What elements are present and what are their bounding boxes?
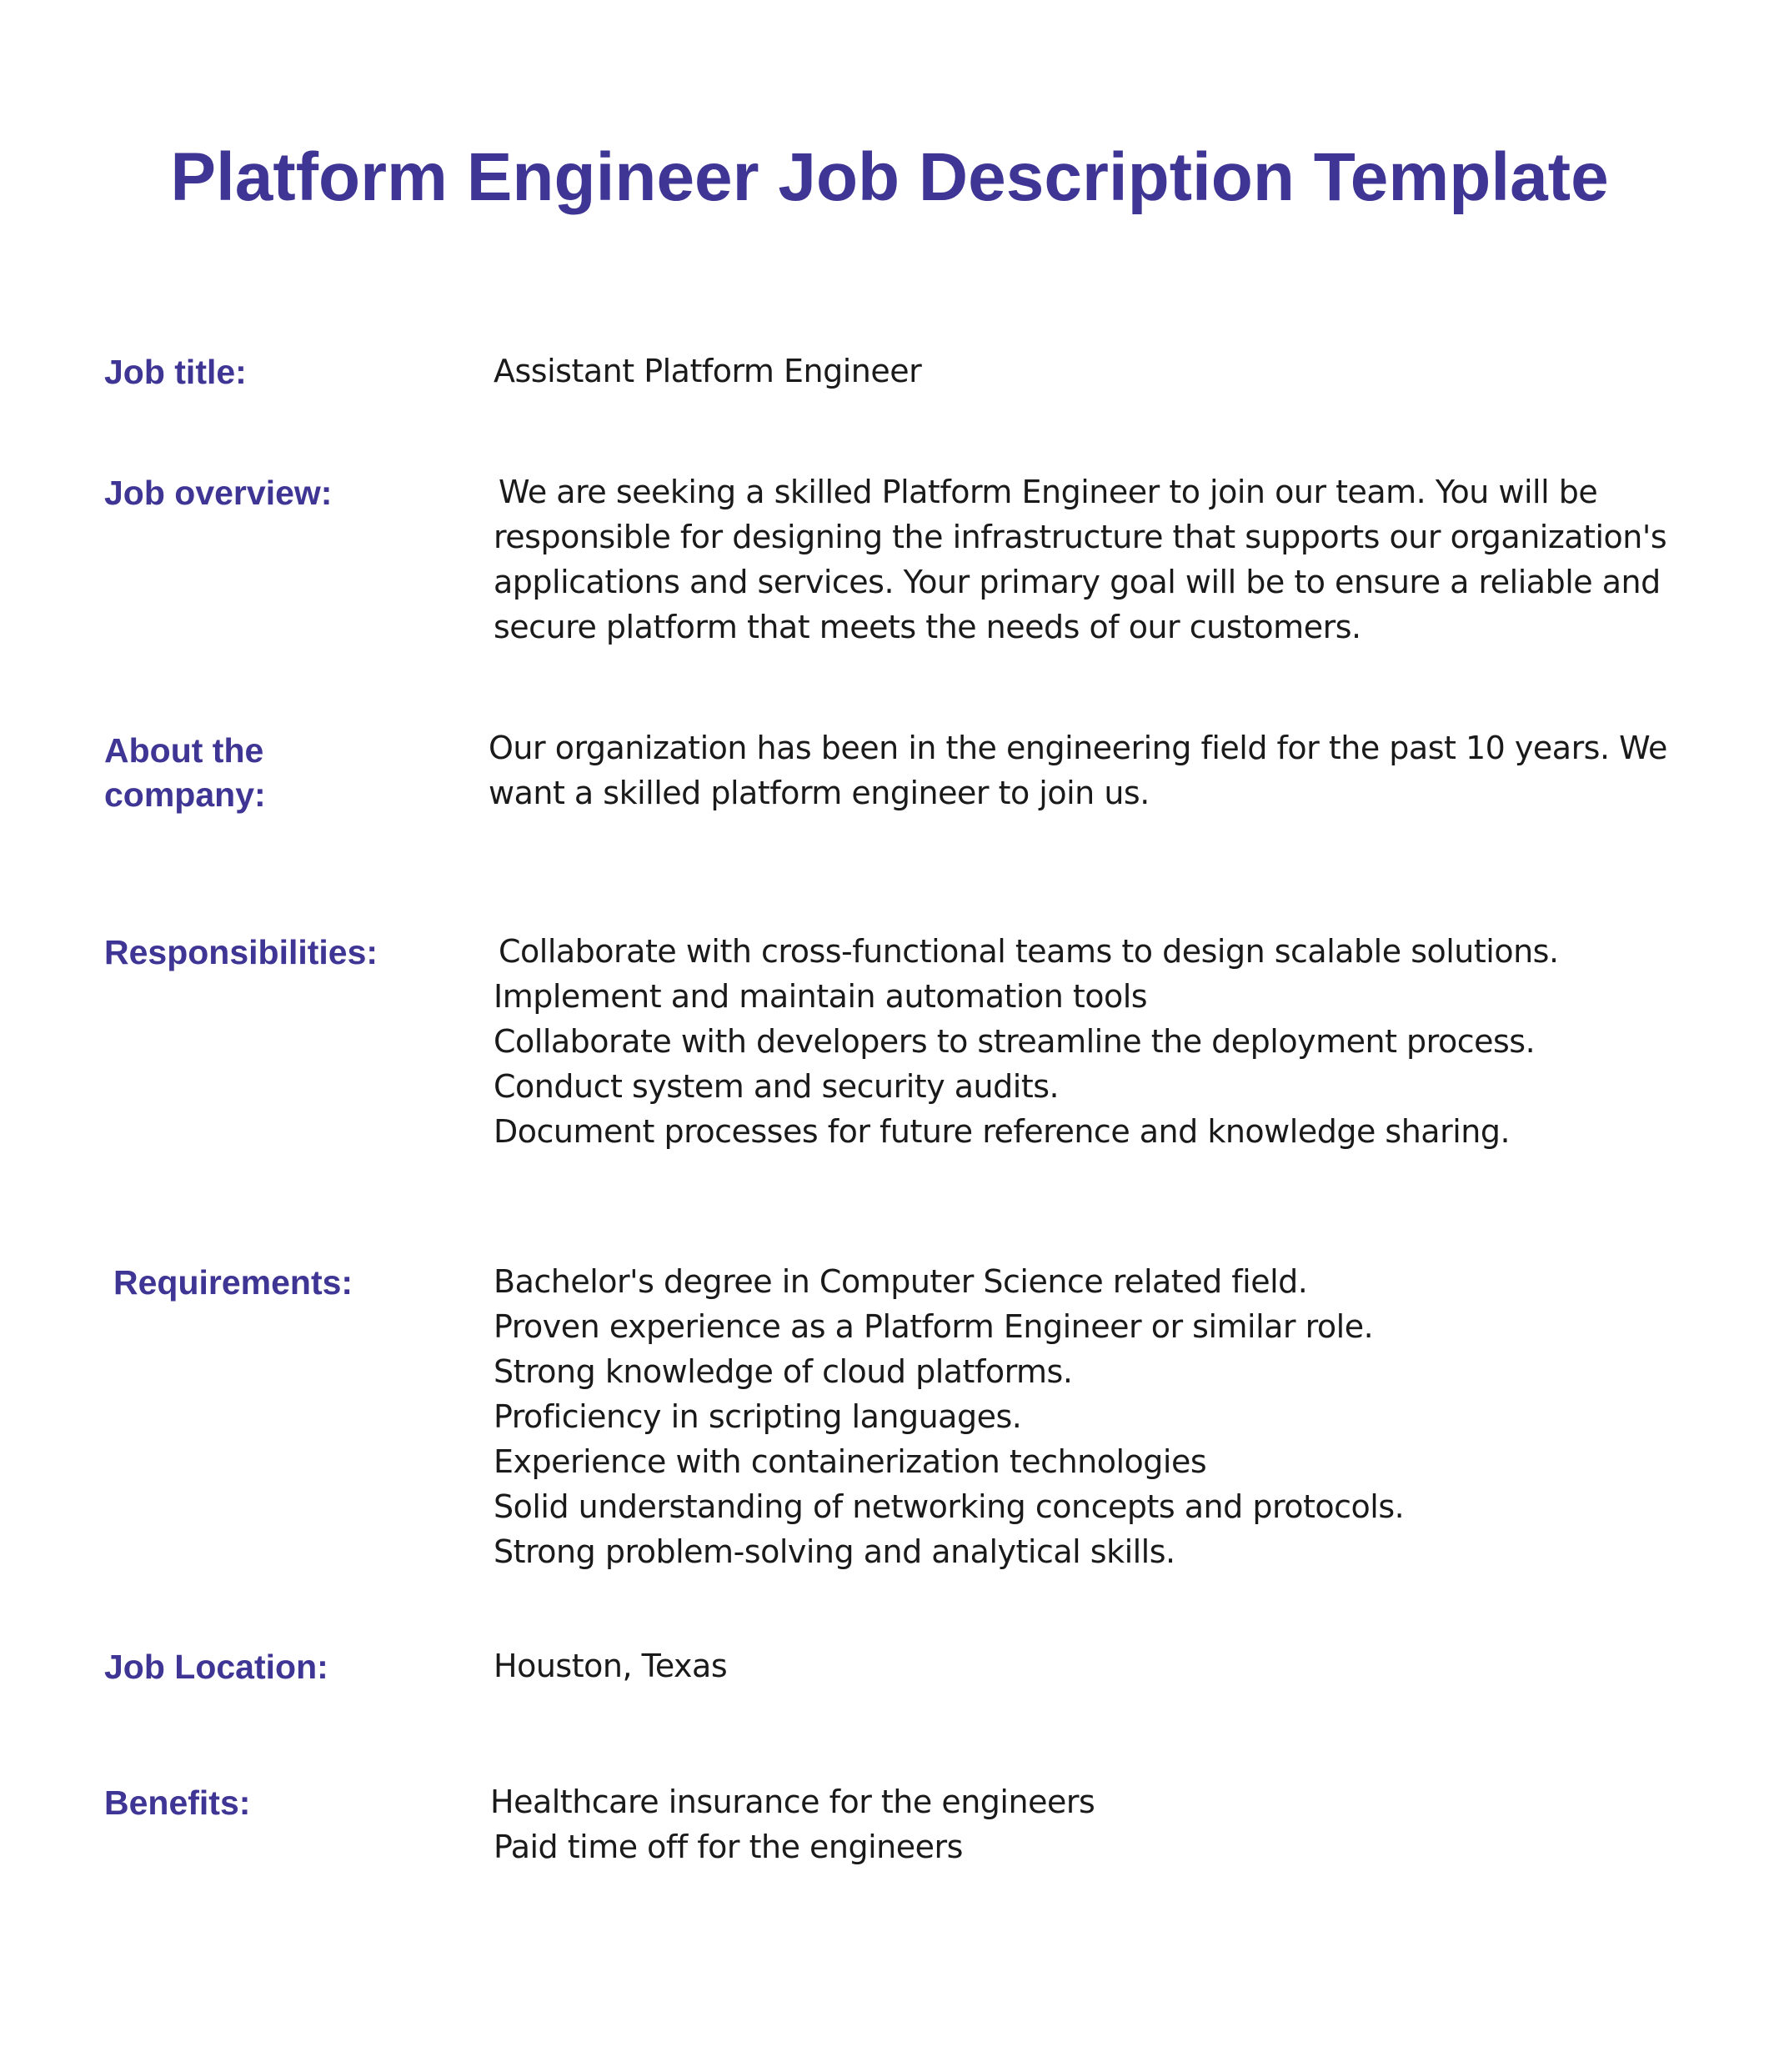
benefit-item: Paid time off for the engineers	[494, 1829, 963, 1865]
benefit-item: Healthcare insurance for the engineers	[490, 1784, 1095, 1820]
about-company-line: Our organization has been in the engineering field for the past 10 years. We	[489, 730, 1667, 766]
requirement-item: Proficiency in scripting languages.	[494, 1398, 1022, 1435]
requirement-item: Proven experience as a Platform Engineer or similar role.	[494, 1308, 1374, 1345]
job-location-value: Houston, Texas	[494, 1648, 728, 1684]
job-location-label: Job Location:	[104, 1648, 328, 1686]
job-title-label: Job title:	[104, 353, 247, 391]
requirement-item: Solid understanding of networking concepts and protocols.	[494, 1488, 1405, 1525]
about-company-label	[104, 729, 454, 817]
requirements-label: Requirements:	[113, 1263, 353, 1302]
requirement-item: Strong problem-solving and analytical skills.	[494, 1533, 1175, 1570]
job-overview-label: Job overview:	[104, 474, 333, 512]
responsibility-item: Document processes for future reference and knowledge sharing.	[494, 1113, 1511, 1150]
job-overview-line: applications and services. Your primary goal will be to ensure a reliable and	[494, 564, 1661, 600]
requirement-item: Strong knowledge of cloud platforms.	[494, 1353, 1073, 1390]
job-overview-line: We are seeking a skilled Platform Engineer to join our team. You will be	[499, 474, 1598, 510]
responsibility-item: Conduct system and security audits.	[494, 1068, 1060, 1105]
responsibility-item: Implement and maintain automation tools	[494, 978, 1148, 1015]
requirement-item: Experience with containerization technologies	[494, 1443, 1207, 1480]
job-overview-line: responsible for designing the infrastructure that supports our organization's	[494, 519, 1667, 555]
responsibility-item: Collaborate with cross-functional teams to design scalable solutions.	[499, 933, 1559, 970]
benefits-list	[490, 1779, 1707, 1869]
requirement-item: Bachelor's degree in Computer Science related field.	[494, 1263, 1308, 1300]
requirements-list	[494, 1259, 1711, 1574]
about-company-label-line: company:	[104, 775, 266, 814]
responsibilities-label: Responsibilities:	[104, 933, 378, 971]
responsibilities-list	[494, 929, 1711, 1154]
responsibility-item: Collaborate with developers to streamline the deployment process.	[494, 1023, 1536, 1060]
job-title-value: Assistant Platform Engineer	[494, 353, 922, 389]
job-overview-text	[494, 469, 1711, 650]
about-company-text	[489, 725, 1706, 815]
benefits-label: Benefits:	[104, 1784, 251, 1822]
job-overview-line: secure platform that meets the needs of our customers.	[494, 609, 1361, 645]
page-title: Platform Engineer Job Description Template	[170, 139, 1609, 215]
about-company-label-line: About the	[104, 731, 264, 770]
about-company-line: want a skilled platform engineer to join us.	[489, 775, 1150, 811]
